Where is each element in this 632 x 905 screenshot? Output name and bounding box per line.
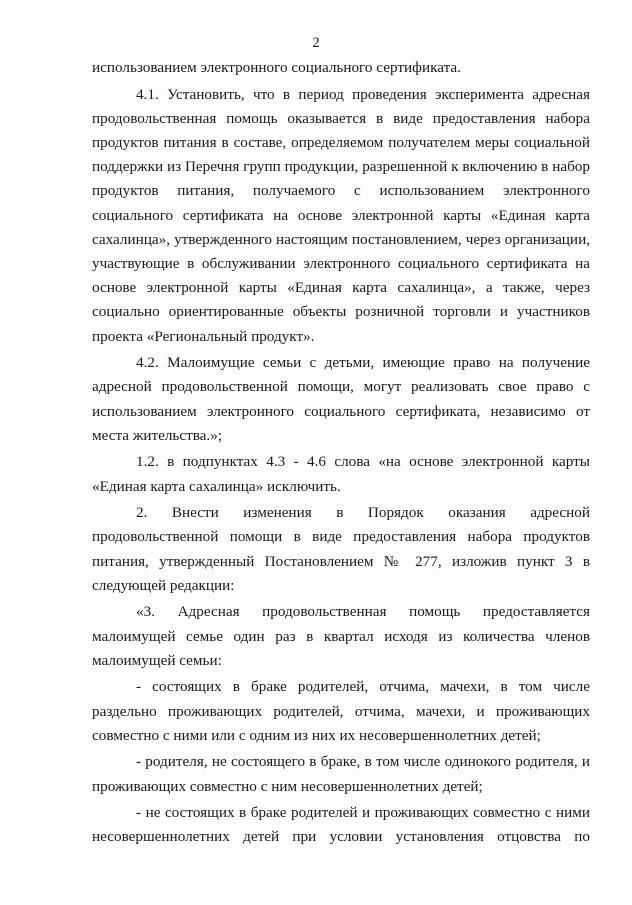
list-item-single-parent: - родителя, не состоящего в браке, в том числе одинокого родителя, и проживающих совместно с ним несовершеннолетних детей; xyxy=(92,753,590,795)
paragraph-2: 2. Внести изменения в Порядок оказания адресной продовольственной помощи в виде предоставления набора продуктов питания, утвержденный Постановлением № 277, изложив пункт 3 в следующей редакции: xyxy=(92,504,590,594)
paragraph-3-quote: «3. Адресная продовольственная помощь предоставляется малоимущей семье один раз в квартал исходя из количества членов малоимущей семьи: xyxy=(92,603,590,669)
paragraph-1-2: 1.2. в подпунктах 4.3 - 4.6 слова «на основе электронной карты «Единая карта сахалинца» исключить. xyxy=(92,453,590,495)
list-item-married-parents: - состоящих в браке родителей, отчима, мачехи, в том числе раздельно проживающих родителей, отчима, мачехи, и проживающих совместно с ними или с одним из них их несовершеннолетних детей; xyxy=(92,678,590,744)
page-number: 2 xyxy=(312,35,320,51)
paragraph-continuation: использованием электронного социального сертификата. xyxy=(92,59,461,76)
document-body xyxy=(92,56,590,852)
list-item-unmarried-parents: - не состоящих в браке родителей и проживающих совместно с ними несовершеннолетних детей при условии установления отцовства по xyxy=(92,804,590,846)
paragraph-4-2: 4.2. Малоимущие семьи с детьми, имеющие право на получение адресной продовольственной помощи, могут реализовать свое право с использованием электронного социального сертификата, независимо от места жительства.»; xyxy=(92,354,590,444)
paragraph-4-1: 4.1. Установить, что в период проведения эксперимента адресная продовольственная помощь оказывается в виде предоставления набора продуктов питания в составе, определяемом получателем меры социальной поддержки из Перечня групп продукции, разрешенной к включению в набор продуктов питания, получаемого с использованием электронного социального сертификата на основе электронной карты «Единая карта сахалинца», утвержденного настоящим постановлением, через организации, участвующие в обслуживании электронного социального сертификата на основе электронной карты «Единая карта сахалинца», а также, через социально ориентированные объекты розничной торговли и участников проекта «Региональный продукт». xyxy=(92,85,590,345)
